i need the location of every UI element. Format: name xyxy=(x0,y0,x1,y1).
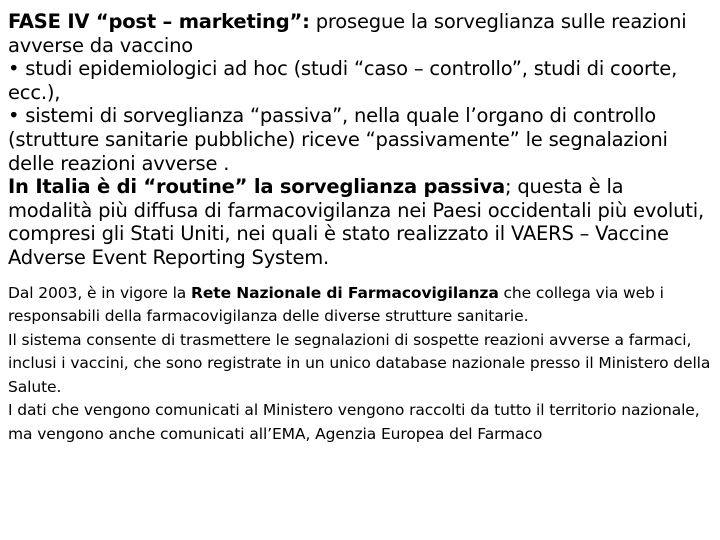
bullet-epidemiological-studies: • studi epidemiologici ad hoc (studi “caso – controllo”, studi di coorte, ecc.), xyxy=(8,57,678,104)
data-sharing-paragraph: I dati che vengono comunicati al Ministero vengono raccolti da tutto il territorio nazionale, ma vengono anche comunicati all’EMA, Agenzia Europea del Farmaco xyxy=(8,401,700,443)
network-paragraph xyxy=(8,282,712,329)
network-name: Rete Nazionale di Farmacovigilanza xyxy=(191,283,499,302)
post-marketing-section xyxy=(8,10,712,270)
network-description: che collega via web i responsabili della farmacovigilanza delle diverse strutture sanitarie. xyxy=(8,283,664,326)
network-intro: Dal 2003, è in vigore la xyxy=(8,283,192,302)
phase-four-paragraph xyxy=(8,10,712,57)
system-paragraph: Il sistema consente di trasmettere le segnalazioni di sospette reazioni avverse a farmaci, inclusi i vaccini, che sono registrate in un unico database nazionale presso il Ministero della Salute. xyxy=(8,330,711,396)
italy-paragraph xyxy=(8,175,712,269)
bullet-passive-surveillance: • sistemi di sorveglianza “passiva”, nella quale l’organo di controllo (strutture sanitarie pubbliche) riceve “passivamente” le segnalazioni delle reazioni avverse . xyxy=(8,104,668,175)
pharmacovigilance-network-section xyxy=(8,282,712,447)
italy-description: ; questa è la modalità più diffusa di farmacovigilanza nei Paesi occidentali più evoluti, compresi gli Stati Uniti, nei quali è stato realizzato il VAERS – Vaccine Adverse Event Reporting System. xyxy=(8,175,704,269)
italy-heading: In Italia è di “routine” la sorveglianza passiva xyxy=(8,175,505,199)
phase-four-description: prosegue la sorveglianza sulle reazioni avverse da vaccino xyxy=(8,10,687,57)
phase-four-heading: FASE IV “post – marketing”: xyxy=(8,10,310,33)
